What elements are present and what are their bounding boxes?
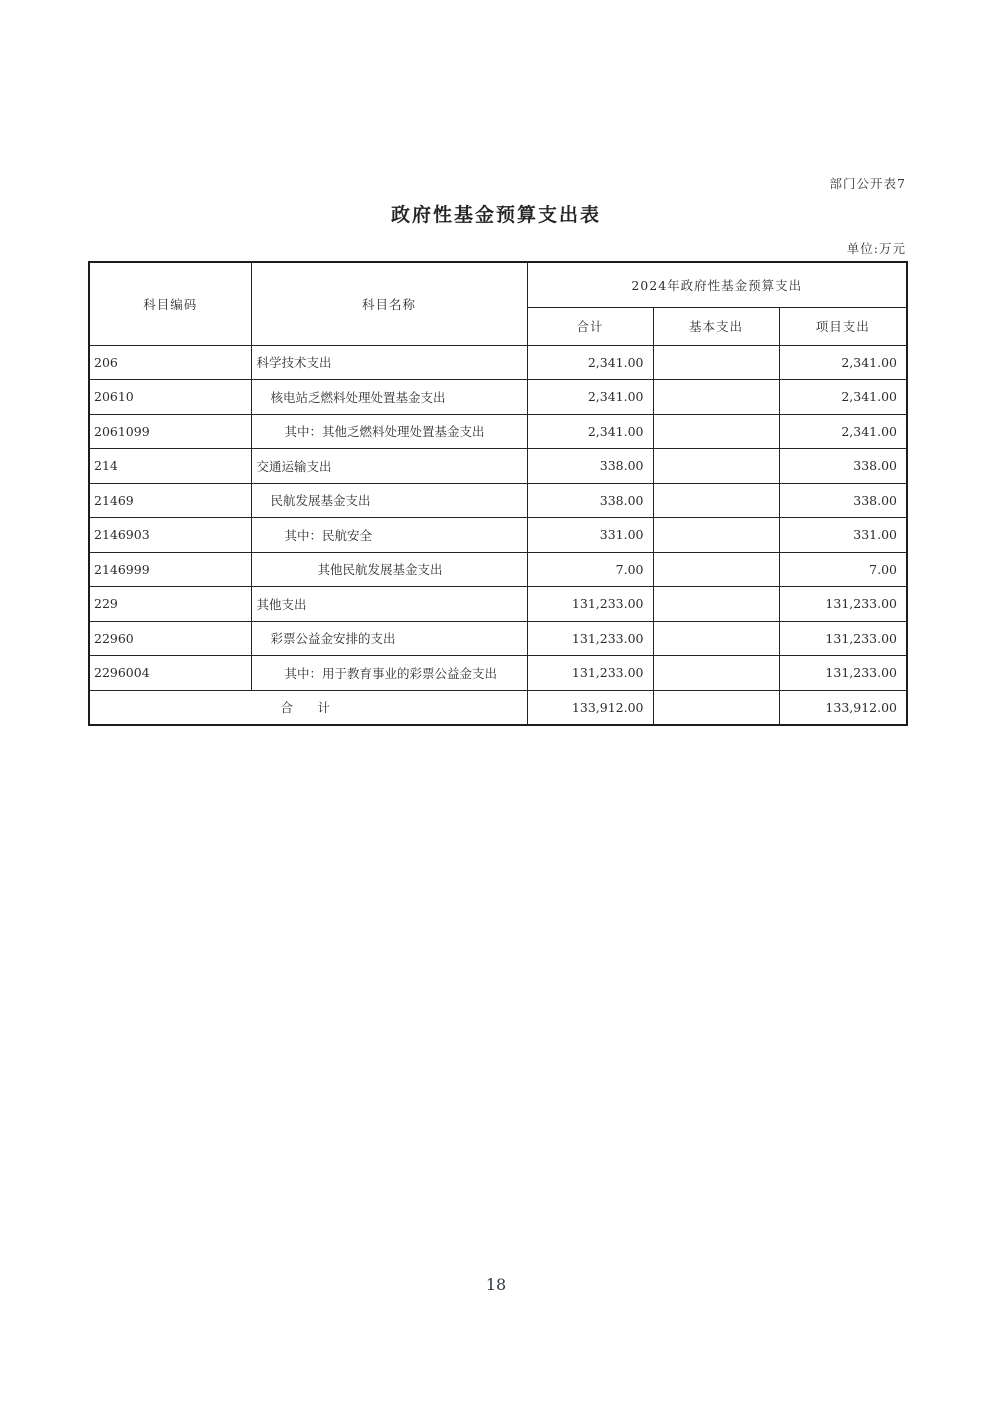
- total-cell: 131,233.00: [527, 656, 653, 691]
- total-cell: 131,233.00: [527, 587, 653, 622]
- name-cell: 民航发展基金支出: [251, 483, 527, 518]
- basic-cell: [653, 621, 779, 656]
- basic-cell: [653, 449, 779, 484]
- table-row: [89, 380, 907, 415]
- header-year-group: 2024年政府性基金预算支出: [527, 262, 907, 307]
- total-cell: 2,341.00: [527, 380, 653, 415]
- basic-cell: [653, 380, 779, 415]
- total-cell: 338.00: [527, 449, 653, 484]
- total-label-cell: 合 计: [89, 690, 527, 725]
- table-row: [89, 621, 907, 656]
- name-cell: 其他支出: [251, 587, 527, 622]
- basic-cell: [653, 690, 779, 725]
- header-basic: 基本支出: [653, 307, 779, 345]
- project-cell: 2,341.00: [779, 345, 907, 380]
- header-row-group: [89, 262, 907, 307]
- code-cell: 21469: [89, 483, 251, 518]
- project-cell: 338.00: [779, 483, 907, 518]
- project-cell: 131,233.00: [779, 656, 907, 691]
- code-cell: 206: [89, 345, 251, 380]
- basic-cell: [653, 656, 779, 691]
- name-cell: 其中：用于教育事业的彩票公益金支出: [251, 656, 527, 691]
- code-cell: 229: [89, 587, 251, 622]
- table-row: [89, 656, 907, 691]
- table-row: [89, 449, 907, 484]
- header-project: 项目支出: [779, 307, 907, 345]
- basic-cell: [653, 483, 779, 518]
- total-cell: 131,233.00: [527, 621, 653, 656]
- code-cell: 2146903: [89, 518, 251, 553]
- table-row: [89, 483, 907, 518]
- code-cell: 2146999: [89, 552, 251, 587]
- table-row: [89, 518, 907, 553]
- name-cell: 交通运输支出: [251, 449, 527, 484]
- table-row: [89, 345, 907, 380]
- project-cell: 2,341.00: [779, 414, 907, 449]
- total-cell: 133,912.00: [527, 690, 653, 725]
- basic-cell: [653, 552, 779, 587]
- basic-cell: [653, 587, 779, 622]
- name-cell: 彩票公益金安排的支出: [251, 621, 527, 656]
- code-cell: 214: [89, 449, 251, 484]
- unit-label: 单位:万元: [846, 241, 906, 256]
- budget-table: [88, 261, 908, 726]
- code-cell: 20610: [89, 380, 251, 415]
- project-cell: 131,233.00: [779, 587, 907, 622]
- code-cell: 2061099: [89, 414, 251, 449]
- page-number: 18: [485, 1275, 507, 1294]
- total-cell: 2,341.00: [527, 345, 653, 380]
- basic-cell: [653, 345, 779, 380]
- budget-table-container: [88, 261, 907, 726]
- total-cell: 7.00: [527, 552, 653, 587]
- total-cell: 2,341.00: [527, 414, 653, 449]
- table-row: [89, 587, 907, 622]
- header-total: 合计: [527, 307, 653, 345]
- project-cell: 133,912.00: [779, 690, 907, 725]
- project-cell: 7.00: [779, 552, 907, 587]
- name-cell: 科学技术支出: [251, 345, 527, 380]
- project-cell: 338.00: [779, 449, 907, 484]
- name-cell: 其中：其他乏燃料处理处置基金支出: [251, 414, 527, 449]
- table-row: [89, 552, 907, 587]
- header-name: 科目名称: [251, 262, 527, 345]
- project-cell: 131,233.00: [779, 621, 907, 656]
- code-cell: 22960: [89, 621, 251, 656]
- doc-label: 部门公开表7: [829, 176, 906, 191]
- total-cell: 338.00: [527, 483, 653, 518]
- code-cell: 2296004: [89, 656, 251, 691]
- page-title: 政府性基金预算支出表: [390, 204, 601, 226]
- total-cell: 331.00: [527, 518, 653, 553]
- header-code: 科目编码: [89, 262, 251, 345]
- name-cell: 核电站乏燃料处理处置基金支出: [251, 380, 527, 415]
- project-cell: 2,341.00: [779, 380, 907, 415]
- total-row: [89, 690, 907, 725]
- name-cell: 其他民航发展基金支出: [251, 552, 527, 587]
- table-row: [89, 414, 907, 449]
- basic-cell: [653, 414, 779, 449]
- basic-cell: [653, 518, 779, 553]
- name-cell: 其中：民航安全: [251, 518, 527, 553]
- project-cell: 331.00: [779, 518, 907, 553]
